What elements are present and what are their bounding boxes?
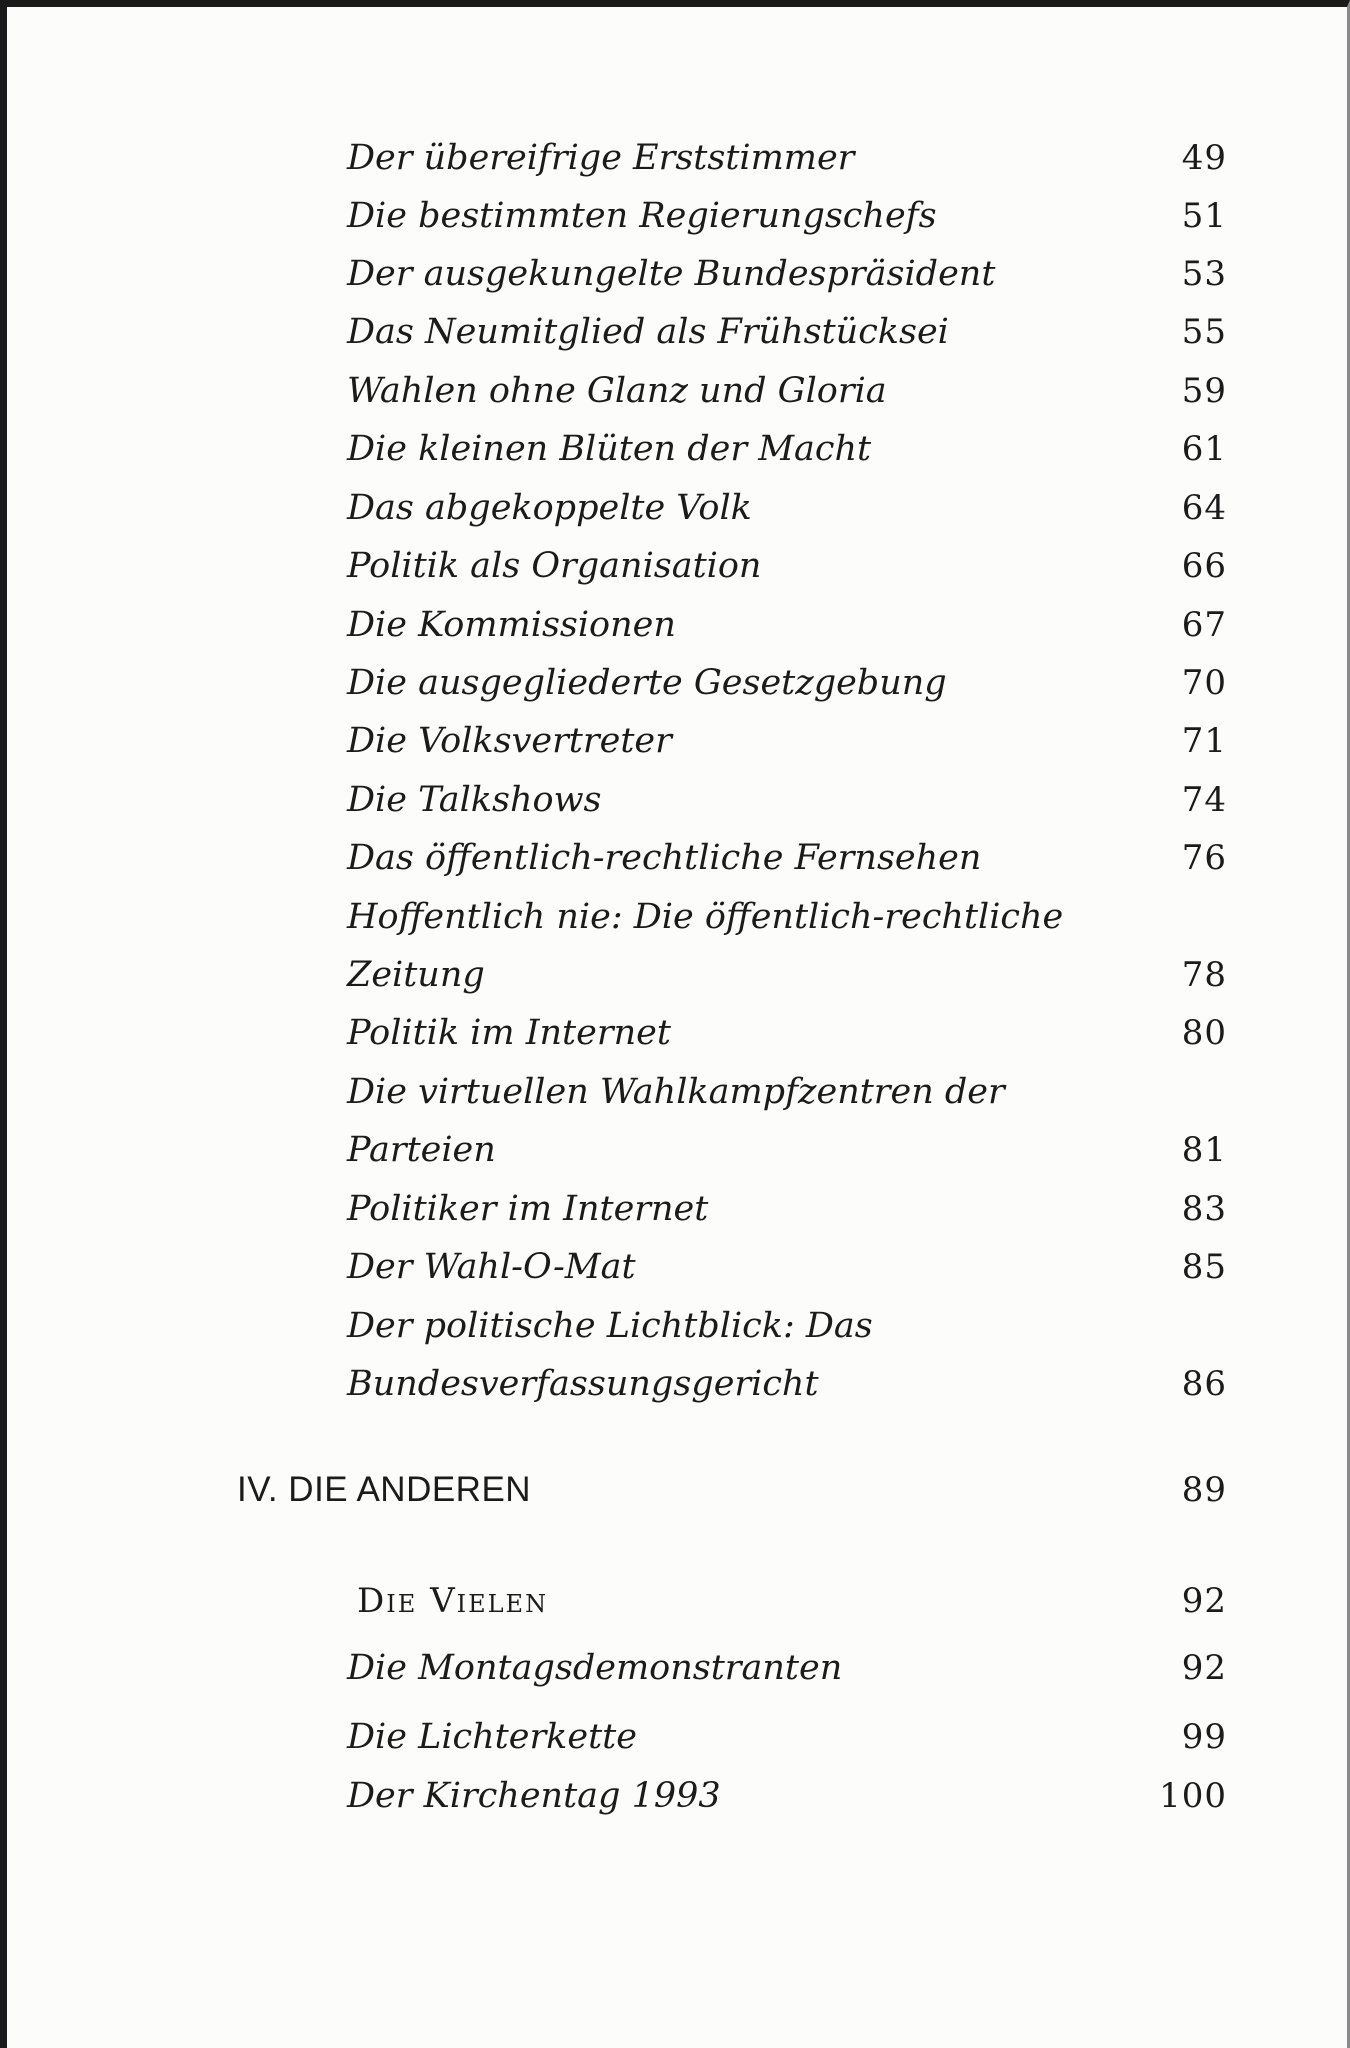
toc-entry-title: Der Kirchentag 1993	[347, 1776, 721, 1816]
toc-entry	[347, 771, 1227, 829]
toc-entry-page: 66	[1181, 546, 1227, 586]
toc-entry-page: 92	[1181, 1648, 1227, 1688]
toc-entry-page: 74	[1181, 780, 1227, 820]
toc-entry	[347, 1297, 1227, 1413]
toc-entry	[347, 129, 1227, 187]
toc-entry-page: 61	[1181, 429, 1227, 469]
toc-entry-title: Der Wahl-O-Mat	[347, 1247, 636, 1287]
toc-entry-page: 67	[1181, 605, 1227, 645]
toc-entry-title: Die Montagsdemonstranten	[347, 1648, 843, 1688]
toc-entry-title: Der ausgekungelte Bundespräsident	[347, 254, 996, 294]
toc-entry	[347, 479, 1227, 537]
toc-entry-title: Hoffentlich nie: Die öffentlich-rechtliche Zeitung	[347, 897, 1064, 995]
section-title: Die Vielen	[357, 1581, 549, 1621]
toc-entry	[347, 420, 1227, 478]
section-heading	[357, 1572, 1227, 1630]
toc-entry	[347, 712, 1227, 770]
toc-entry-page: 80	[1181, 1013, 1227, 1053]
toc-entry	[347, 303, 1227, 361]
toc-entry	[347, 1004, 1227, 1062]
toc-entry-page: 53	[1181, 254, 1227, 294]
toc-entry-title: Der übereifrige Erststimmer	[347, 138, 855, 178]
chapter-heading	[237, 1461, 1227, 1519]
toc-entry-page: 64	[1181, 488, 1227, 528]
toc-entry	[347, 537, 1227, 595]
chapter-title: IV. DIE ANDEREN	[237, 1470, 532, 1509]
toc-entry-title: Politiker im Internet	[347, 1189, 709, 1229]
toc-entry-page: 71	[1181, 721, 1227, 761]
toc-entry-title: Die bestimmten Regierungschefs	[347, 196, 937, 236]
toc-entry-page: 100	[1159, 1776, 1227, 1816]
chapter-page: 89	[1181, 1470, 1227, 1510]
toc-entry-title: Das öffentlich-rechtliche Fernsehen	[347, 838, 982, 878]
toc-entry-page: 85	[1181, 1247, 1227, 1287]
toc-entry-title: Die Lichterkette	[347, 1717, 637, 1757]
toc-entry-title: Die Kommissionen	[347, 605, 676, 645]
toc-entry	[347, 1639, 1227, 1697]
toc-entry-title: Die Volksvertreter	[347, 721, 672, 761]
toc-entry-page: 76	[1181, 838, 1227, 878]
toc-entry	[347, 1708, 1227, 1766]
toc-entry	[347, 1063, 1227, 1179]
toc-entry-page: 83	[1181, 1189, 1227, 1229]
toc-entry-page: 99	[1181, 1717, 1227, 1757]
toc-entry-page: 59	[1181, 371, 1227, 411]
toc-entry	[347, 596, 1227, 654]
toc-entry	[347, 245, 1227, 303]
toc-entry-page: 81	[1181, 1130, 1227, 1170]
toc-entry	[347, 1238, 1227, 1296]
toc-entry-title: Politik als Organisation	[347, 546, 762, 586]
toc-entry-title: Das Neumitglied als Frühstücksei	[347, 312, 949, 352]
toc-entry-title: Die ausgegliederte Gesetzgebung	[347, 663, 947, 703]
toc-entry-title: Politik im Internet	[347, 1013, 671, 1053]
toc-entry	[347, 829, 1227, 887]
toc-entry-page: 86	[1181, 1364, 1227, 1404]
toc-entry	[347, 1767, 1227, 1825]
toc-entry-page: 51	[1181, 196, 1227, 236]
toc-entry	[347, 888, 1227, 1004]
toc-entry-page: 78	[1181, 955, 1227, 995]
toc-entry-page: 49	[1181, 138, 1227, 178]
toc-entry-title: Der politische Lichtblick: Das Bundesverfassungsgericht	[347, 1306, 873, 1404]
toc-entry-title: Das abgekoppelte Volk	[347, 488, 752, 528]
toc-entry-title: Die kleinen Blüten der Macht	[347, 429, 872, 469]
toc-entry	[347, 362, 1227, 420]
toc-entry-title: Die Talkshows	[347, 780, 602, 820]
toc-entry-title: Wahlen ohne Glanz und Gloria	[347, 371, 887, 411]
toc-entry	[347, 654, 1227, 712]
section-page: 92	[1181, 1581, 1227, 1621]
toc-entry-page: 55	[1181, 312, 1227, 352]
toc-entry	[347, 1180, 1227, 1238]
toc-entry	[347, 187, 1227, 245]
toc-entry-page: 70	[1181, 663, 1227, 703]
toc-entry-title: Die virtuellen Wahlkampfzentren der Parteien	[347, 1072, 1005, 1170]
